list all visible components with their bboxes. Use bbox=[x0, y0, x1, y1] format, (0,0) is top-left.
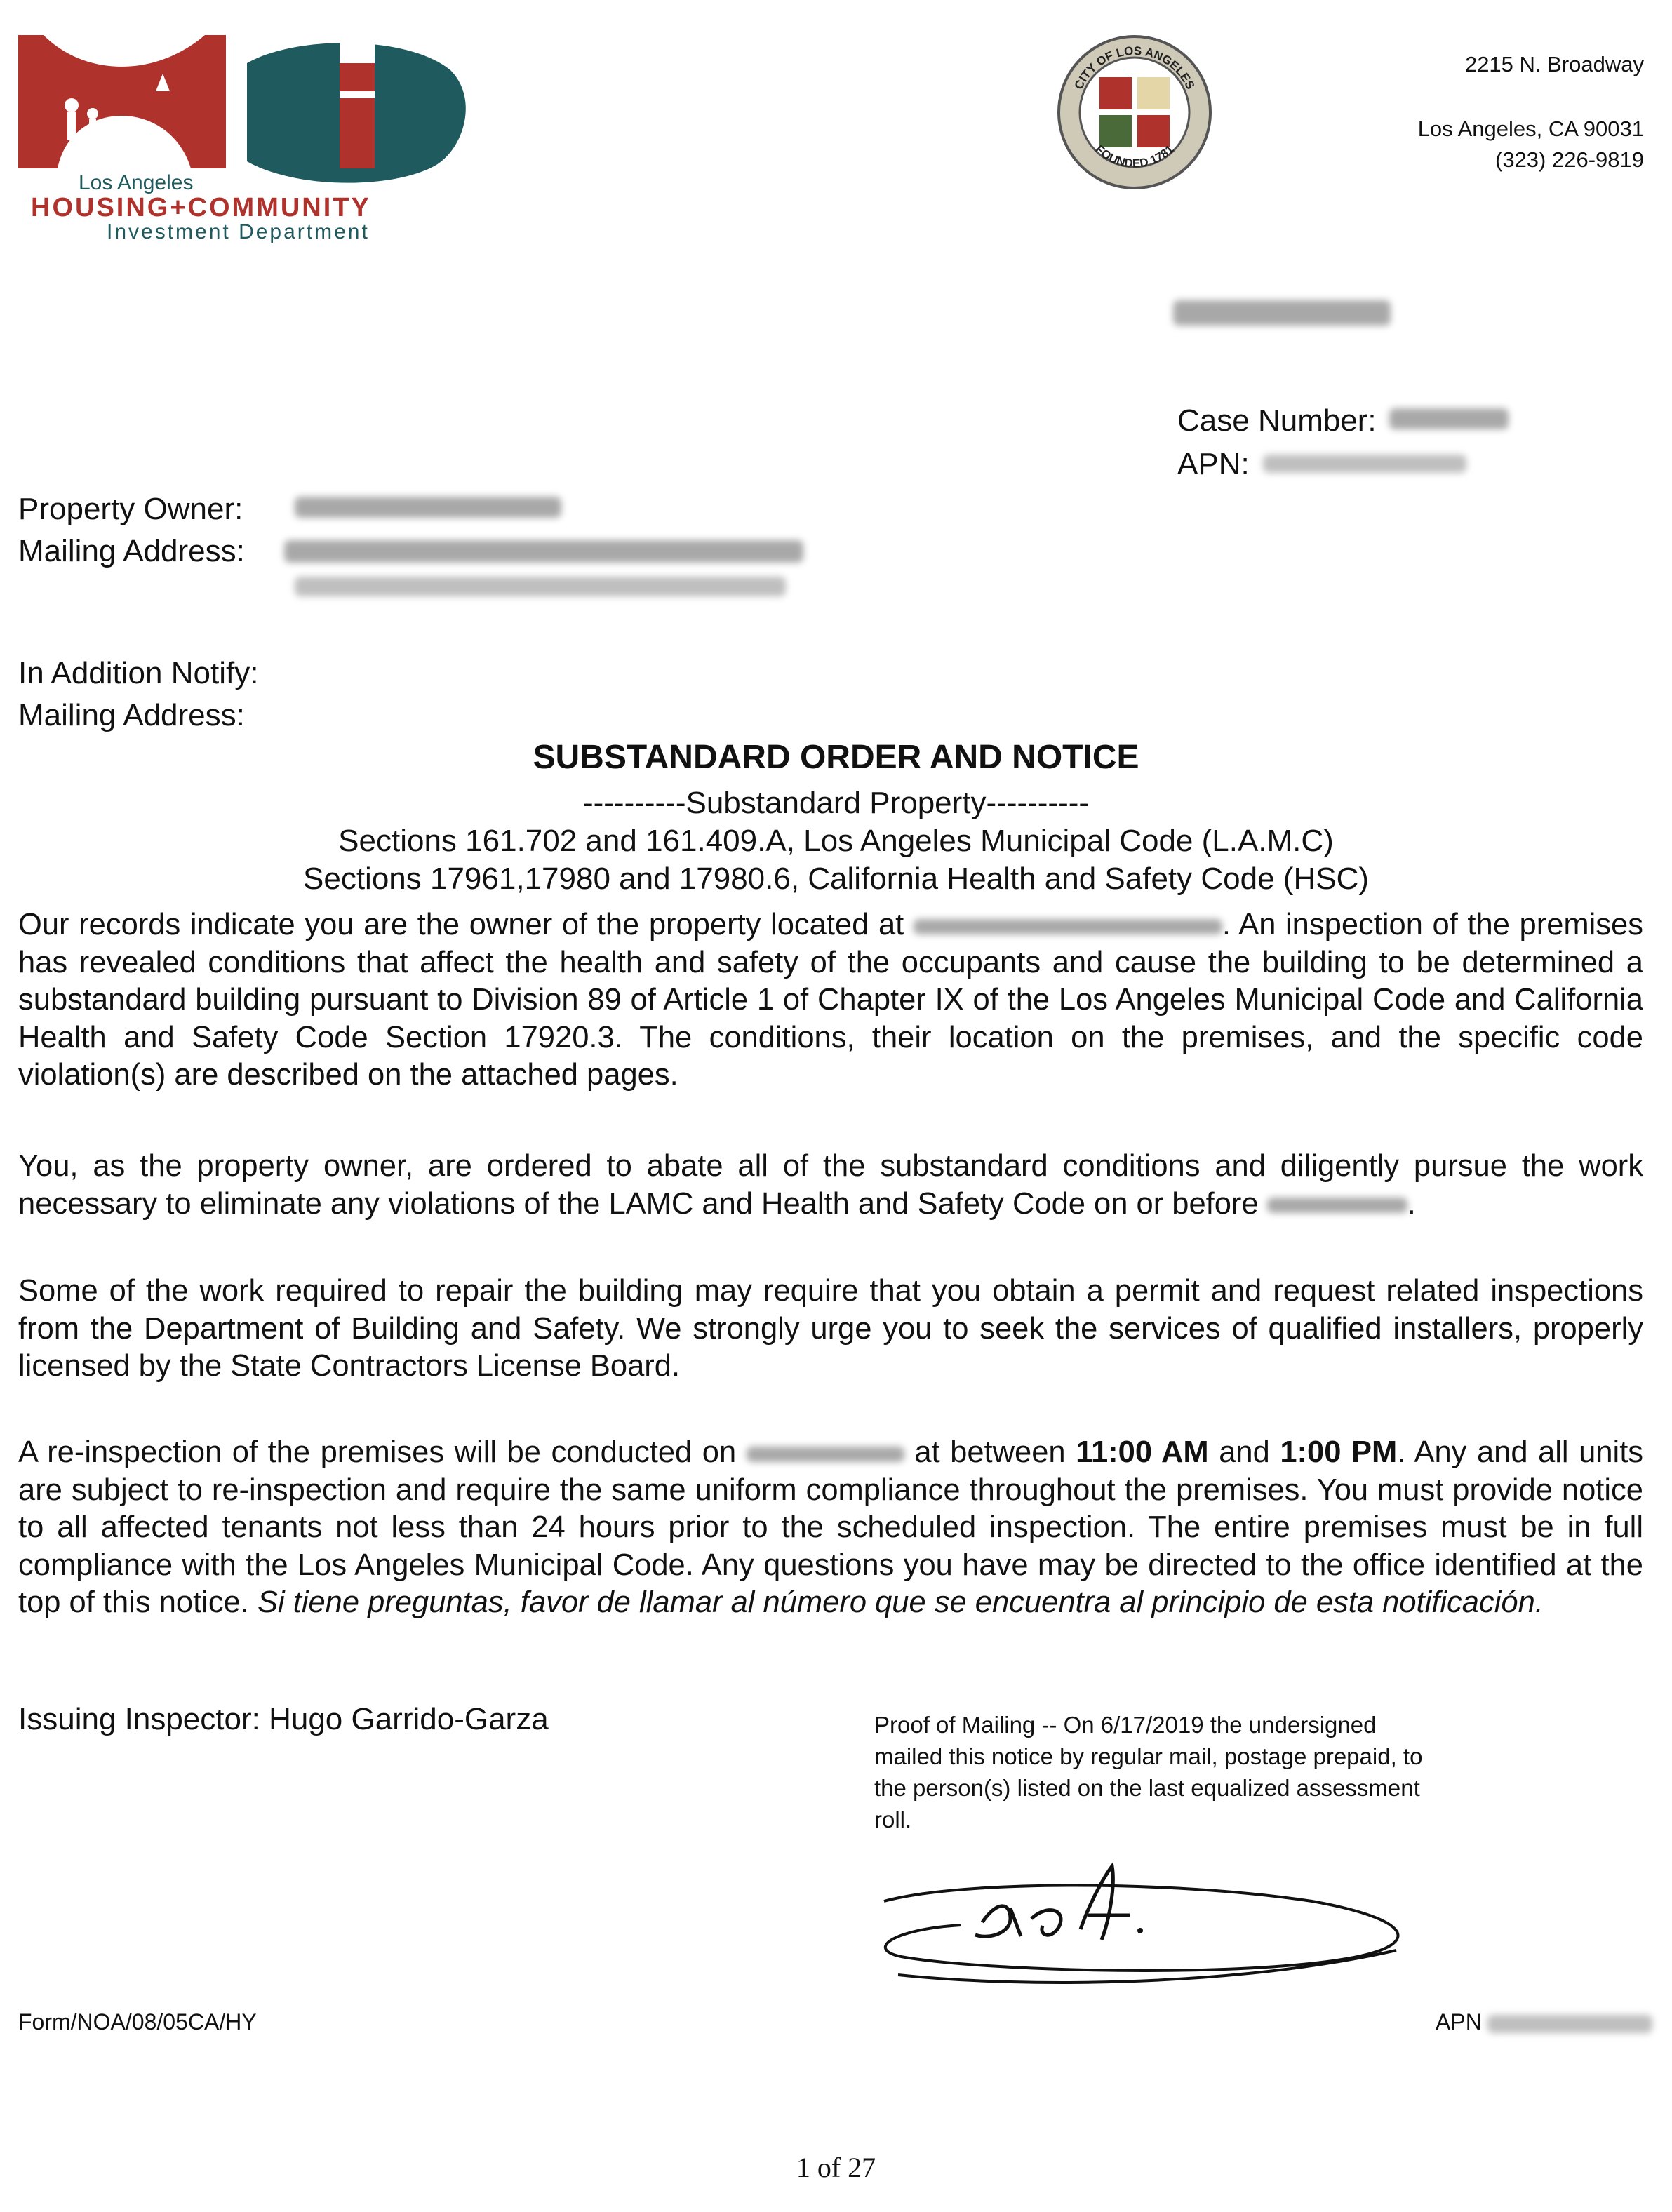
apn-label: APN: bbox=[1177, 447, 1250, 481]
paragraph-abatement-order bbox=[18, 1148, 1643, 1223]
p4-rest: . Any and all units are subject to re-inspection and require the same uniform compliance throughout the premises. You must provide notice to all affected tenants not less than 24 hours prior to the scheduled inspection. The entire premises must be in full compliance with the Los Angeles Municipal Code. Any questions you have may be directed to the office identified at the top of this notice. bbox=[18, 1435, 1644, 1619]
case-number-label: Case Number: bbox=[1177, 403, 1377, 438]
paragraph-property-conditions bbox=[18, 906, 1643, 1094]
redacted-footer-apn bbox=[1487, 2015, 1652, 2033]
redacted-compliance-date bbox=[1267, 1198, 1407, 1213]
redacted-mailing-line-2 bbox=[295, 577, 786, 596]
redacted-property-address bbox=[914, 919, 1222, 934]
p1-end: . An inspection of the premises has revealed conditions that affect the health and safety of the occupants and cause the building to be determined a substandard building pursuant to Division 89 of Article 1 of Chapter IX of the Los Angeles Municipal Code and California Health and Safety Code Section 17920.3. The conditions, their location on the premises, and the specific code violation(s) are described on the attached pages. bbox=[18, 908, 1643, 1092]
logo-text-city: Los Angeles bbox=[79, 171, 194, 194]
redacted-reinspection-date bbox=[747, 1447, 904, 1462]
page-number: 1 of 27 bbox=[796, 2152, 876, 2183]
p2-end: . bbox=[1407, 1186, 1416, 1221]
redacted-apn bbox=[1263, 455, 1466, 473]
p4-between: at between bbox=[914, 1435, 1066, 1469]
p4-and: and bbox=[1219, 1435, 1270, 1469]
form-id: Form/NOA/08/05CA/HY bbox=[18, 2009, 257, 2035]
footer-apn-label: APN bbox=[1436, 2009, 1482, 2035]
redacted-mailing-line-1 bbox=[284, 540, 803, 563]
p4-start: A re-inspection of the premises will be conducted on bbox=[18, 1435, 737, 1469]
signature-graphic bbox=[877, 1852, 1417, 1992]
p4-spanish: Si tiene preguntas, favor de llamar al número que se encuentra al principio de esta notificación. bbox=[257, 1586, 1544, 1619]
redacted-owner bbox=[295, 497, 561, 518]
in-addition-notify-label: In Addition Notify: bbox=[18, 656, 259, 690]
city-seal-graphic bbox=[1056, 34, 1214, 192]
logo-text-housing: HOUSING+COMMUNITY bbox=[31, 193, 371, 222]
notice-title: SUBSTANDARD ORDER AND NOTICE bbox=[533, 739, 1139, 776]
p3-text: Some of the work required to repair the building may require that you obtain a permit and request related inspections from the Department of Building and Safety. We strongly urge you to seek the services of qualified installers, properly licensed by the State Contractors License Board. bbox=[18, 1274, 1643, 1383]
lahcid-logo bbox=[15, 21, 464, 243]
reinspection-time-start: 11:00 AM bbox=[1076, 1435, 1209, 1469]
redacted-name bbox=[1173, 300, 1391, 326]
issuing-inspector: Issuing Inspector: Hugo Garrido-Garza bbox=[18, 1702, 549, 1736]
signature bbox=[877, 1852, 1417, 1992]
office-city: Los Angeles, CA 90031 bbox=[1417, 116, 1644, 141]
seal-text-top: CITY OF LOS ANGELES bbox=[1071, 43, 1198, 92]
office-phone: (323) 226-9819 bbox=[1495, 147, 1644, 172]
notice-subtitle: ----------Substandard Property---------- bbox=[582, 786, 1090, 820]
property-owner-label: Property Owner: bbox=[18, 492, 243, 526]
logo-text-department: Investment Department bbox=[107, 220, 370, 243]
seal-text-bottom: FOUNDED 1781 bbox=[1092, 142, 1177, 170]
office-city-phone bbox=[1418, 114, 1644, 175]
paragraph-reinspection bbox=[18, 1434, 1643, 1622]
paragraph-permit bbox=[18, 1273, 1643, 1386]
office-street: 2215 N. Broadway bbox=[1464, 52, 1644, 76]
redacted-case-number bbox=[1389, 408, 1509, 429]
sections-hsc: Sections 17961,17980 and 17980.6, California Health and Safety Code (HSC) bbox=[303, 862, 1369, 896]
mailing-address-label: Mailing Address: bbox=[18, 534, 245, 568]
p1-start: Our records indicate you are the owner of the property located at bbox=[18, 908, 904, 941]
mailing-address-label-2: Mailing Address: bbox=[18, 698, 245, 732]
proof-of-mailing: Proof of Mailing -- On 6/17/2019 the undersigned mailed this notice by regular mail, postage prepaid, to the person(s) listed on the last equalized assessment roll. bbox=[874, 1712, 1423, 1832]
p2-start: You, as the property owner, are ordered to abate all of the substandard conditions and diligently pursue the work necessary to eliminate any violations of the LAMC and Health and Safety Code on or before bbox=[18, 1149, 1643, 1221]
lahcid-logo-graphic bbox=[15, 21, 464, 243]
city-seal bbox=[1056, 34, 1214, 192]
reinspection-time-end: 1:00 PM bbox=[1280, 1435, 1398, 1469]
sections-lamc: Sections 161.702 and 161.409.A, Los Angeles Municipal Code (L.A.M.C) bbox=[338, 824, 1334, 858]
